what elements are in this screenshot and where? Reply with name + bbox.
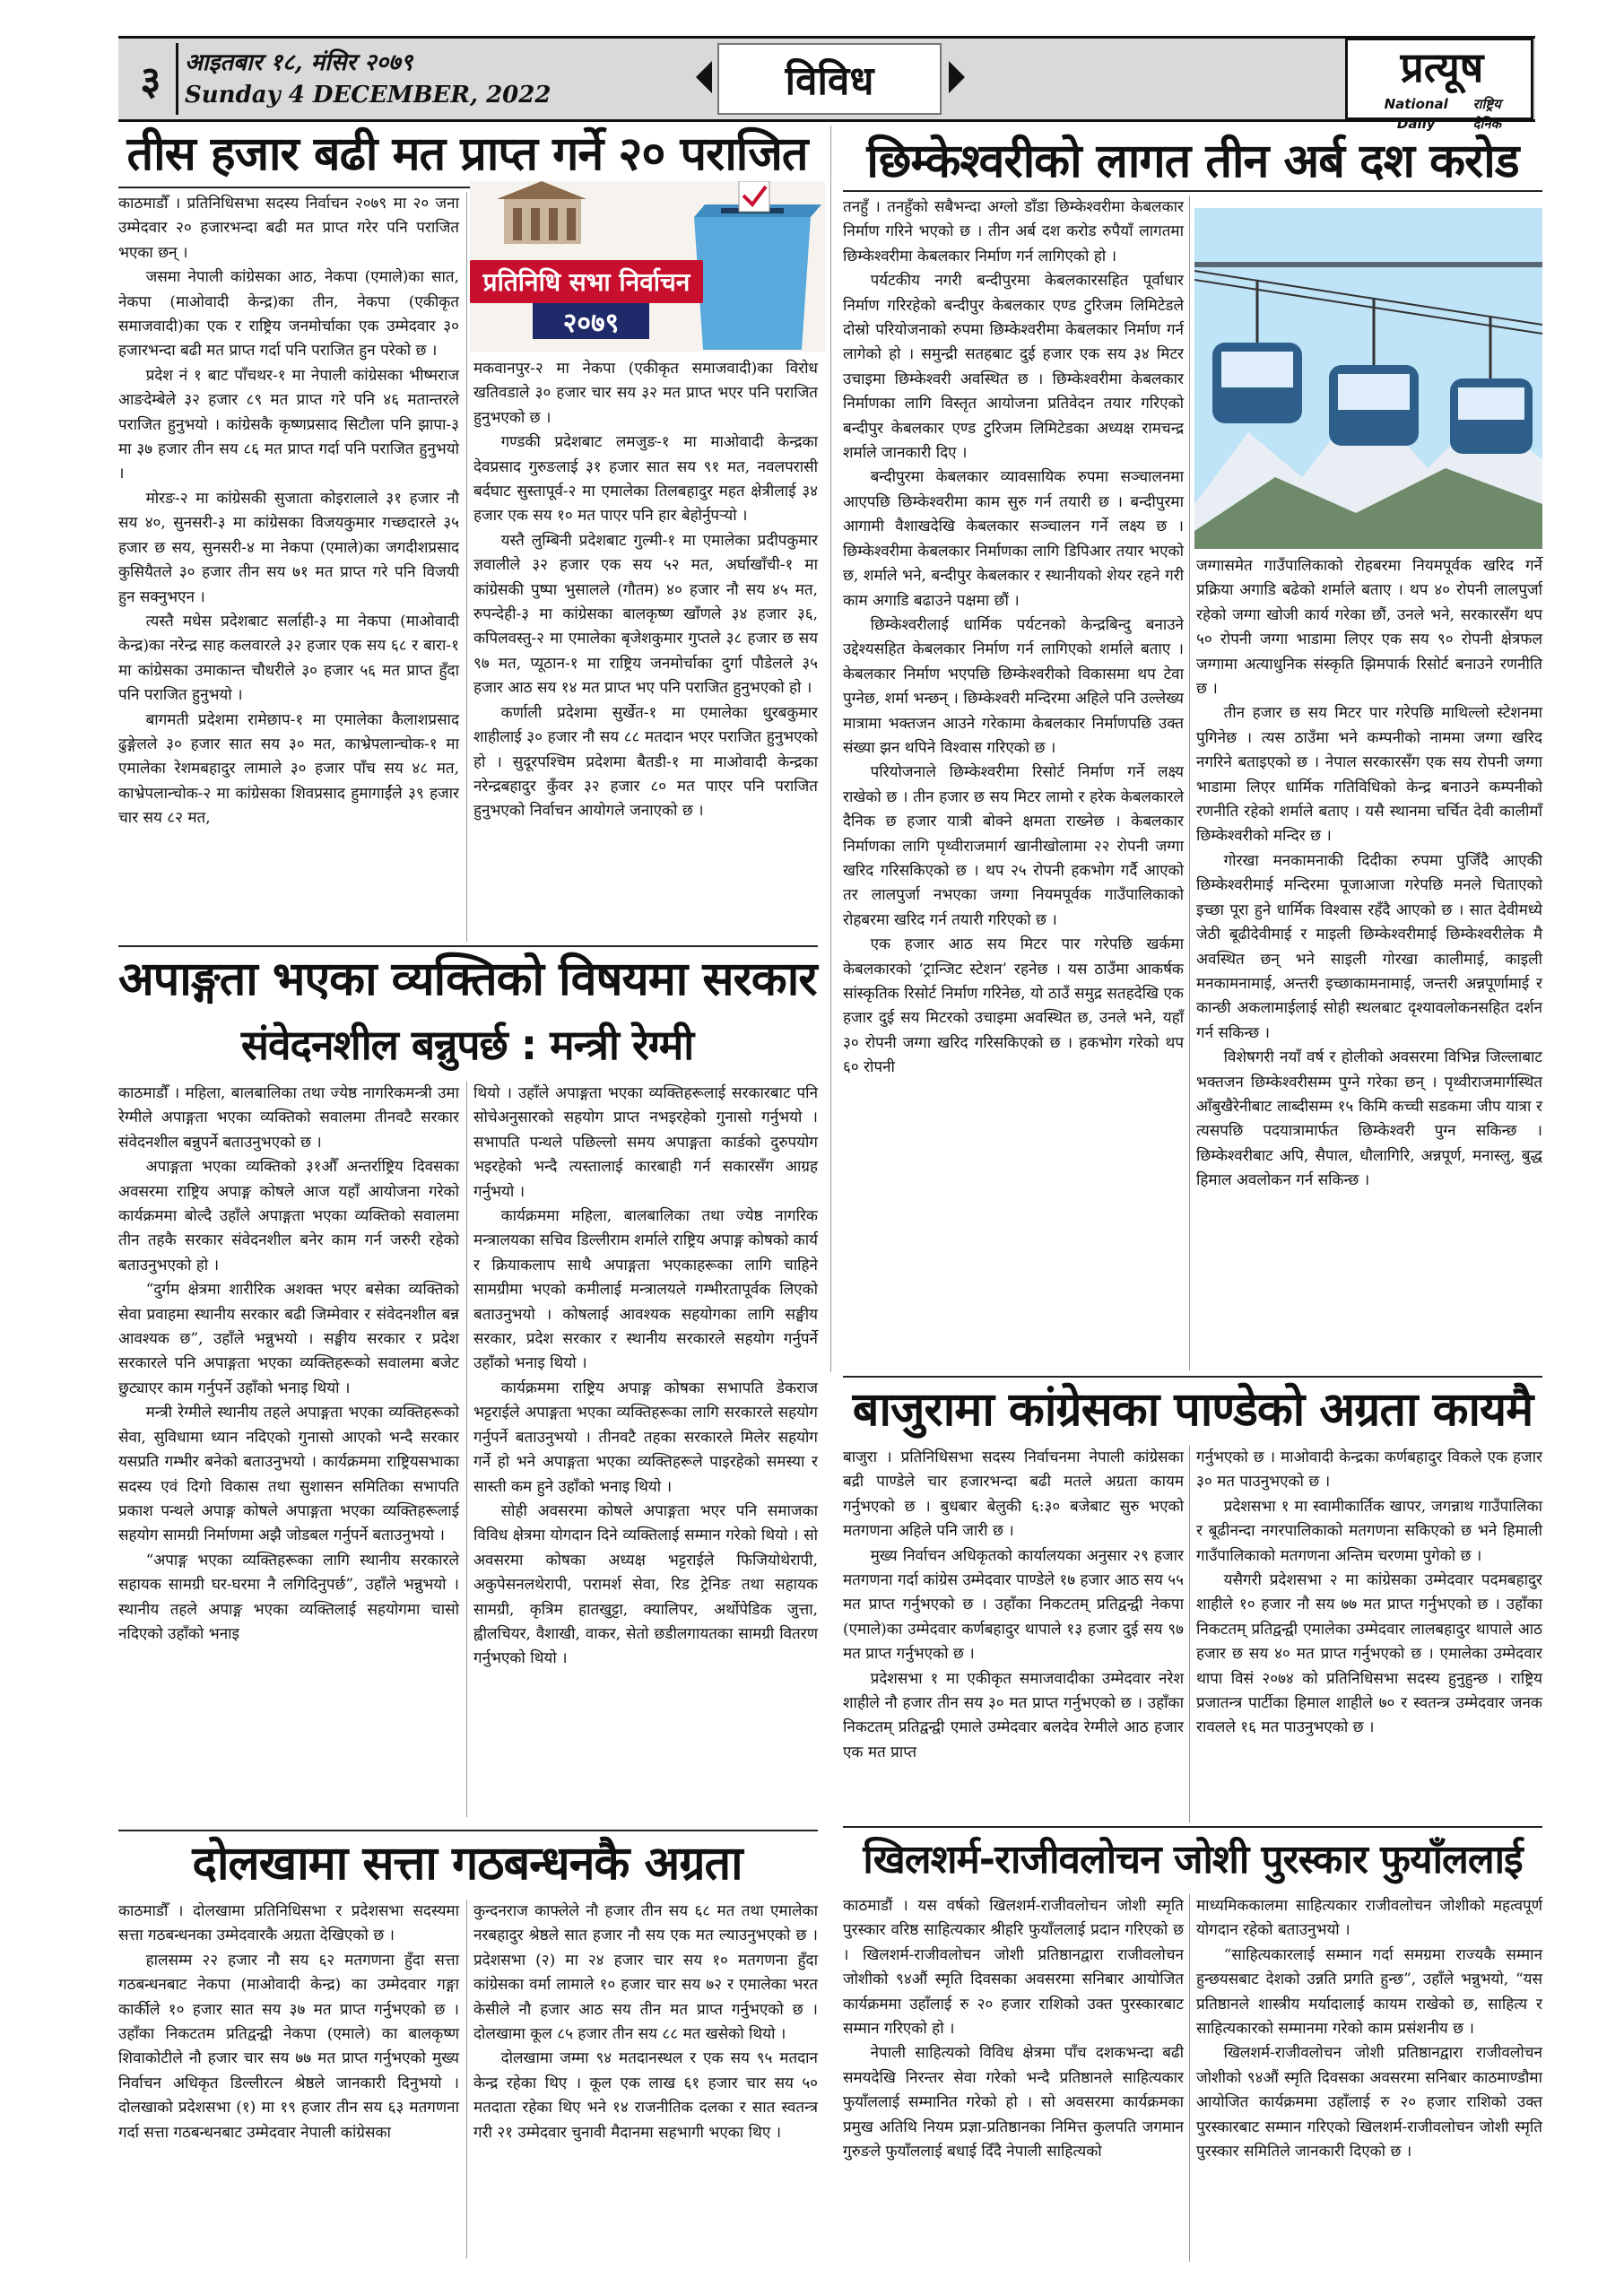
date-english: Sunday 4 DECEMBER, 2022 bbox=[185, 82, 551, 109]
article5-column-2 bbox=[473, 1900, 818, 2145]
dateline bbox=[185, 47, 561, 111]
article6-column-1 bbox=[843, 1894, 1184, 2164]
article2-top-rule bbox=[843, 190, 1542, 192]
paragraph: “अपाङ्ग भएका व्यक्तिहरूका लागि स्थानीय सरकारले सहायक सामग्री घर-घरमा नै लगिदिनुपर्छ”, उहाँले भन्नुभयो । स्थानीय तहले अपाङ्ग भएका व्यक्तिलाई सहयोगमा चासो नदिएको उहाँको भनाइ bbox=[118, 1551, 459, 1643]
cable-car-photo bbox=[1194, 208, 1542, 549]
paragraph: काठमाडौँ । प्रतिनिधिसभा सदस्य निर्वाचन २०७९ मा २० जना उम्मेदवार २० हजारभन्दा बढी मत प्राप्त गरेर पनि पराजित भएका छन् । bbox=[118, 195, 459, 262]
paragraph: “साहित्यकारलाई सम्मान गर्दा समग्रमा राज्यकै सम्मान हुन्छयसबाट देशको उन्नति प्रगति हुन्छ”, उहाँले भन्नुभयो, “यस प्रतिष्ठानले शास्त्रीय मर्यादालाई कायम राखेको छ, साहित्य र साहित्यकारको सम्मानमा गरेको काम प्रसंशनीय छ । bbox=[1196, 1945, 1542, 2039]
paragraph: खिलशर्म-राजीवलोचन जोशी प्रतिष्ठानद्वारा राजीवलोचन जोशीको ९४औं स्मृति दिवसका अवसरमा सनिबार काठमाण्डौमा आयोजित कार्यक्रममा उहाँलाई रु २० हजार राशिको उक्त पुरस्कारबाट सम्मान गरिएको खिलशर्म-राजीवलोचन जोशी स्मृति पुरस्कार समितिले जानकारी दिएको छ । bbox=[1196, 2044, 1542, 2161]
paragraph: दोलखामा जम्मा ९४ मतदानस्थल र एक सय ९५ मतदान केन्द्र रहेका थिए । कूल एक लाख ६१ हजार चार सय ५० मतदाता रहेका थिए भने १४ राजनीतिक दलका र सात स्वतन्त्र गरी २१ उम्मेदवार चुनावी मैदानमा सहभागी भएका थिए । bbox=[473, 2049, 818, 2142]
paragraph: कार्यक्रममा महिला, बालबालिका तथा ज्येष्ठ नागरिक मन्त्रालयका सचिव डिल्लीराम शर्माले राष्ट्रिय अपाङ्ग कोषको कार्य र क्रियाकलाप साथै अपाङ्गता भएकाहरूका लागि चाहिने सामग्रीमा भएको कमीलाई मन्त्रालयले गम्भीरतापूर्वक लिएको बताउनुभयो । कोषलाई आवश्यक सहयोगका लागि सङ्घीय सरकार, प्रदेश सरकार र स्थानीय सरकारले सहयोग गर्नुपर्ने उहाँको भनाइ थियो । bbox=[473, 1207, 818, 1373]
article2-column-2 bbox=[1196, 554, 1542, 1194]
article1-column-2 bbox=[473, 357, 818, 824]
page-number: ३ bbox=[140, 58, 161, 104]
date-nepali: आइतबार १८, मंसिर २०७९ bbox=[185, 49, 413, 76]
paragraph: यसैगरी प्रदेशसभा २ मा कांग्रेसका उम्मेदवार पदमबहादुर शाहीले १० हजार नौ सय ७७ मत प्राप्त गर्नुभएको छ । उहाँका निकटतम् प्रतिद्वन्द्वी एमालेका उम्मेदवार लालबहादुर थापाले आठ हजार छ सय ४० मत प्राप्त गर्नुभएको छ । एमालेका उम्मेदवार थापा विसं २०७४ को प्रतिनिधिसभा सदस्य हुनुहुन्छ । राष्ट्रिय प्रजातन्त्र पार्टीका हिमाल शाहीले ७० र स्वतन्त्र उम्मेदवार जनक रावलले १६ मत पाउनुभएको छ । bbox=[1196, 1571, 1542, 1737]
article6-column-2 bbox=[1196, 1894, 1542, 2164]
paragraph: बन्दीपुरमा केबलकार व्यावसायिक रुपमा सञ्चालनमा आएपछि छिम्केश्वरीमा काम सुरु गर्न तयारी छ । बन्दीपुरमा आगामी वैशाखदेखि केबलकार सञ्चालन गर्ने लक्ष्य छ । छिम्केश्वरीमा केबलकार निर्माणका लागि डिपिआर तयार भएको छ, शर्माले भने, बन्दीपुर केबलकार र स्थानीयको शेयर रहने गरी काम अगाडि बढाउने पक्षमा छौं । bbox=[843, 468, 1184, 610]
article1-headline: तीस हजार बढी मत प्राप्त गर्ने २० पराजित bbox=[126, 127, 808, 181]
paragraph: कुन्दनराज काफ्लेले नौ हजार तीन सय ६८ मत तथा एमालेका नरबहादुर श्रेष्ठले सात हजार नौ सय एक मत ल्याउनुभएको छ । प्रदेशसभा (२) मा २४ हजार चार सय १० मतगणना हुँदा कांग्रेसका वर्मा लामाले १० हजार चार सय ७२ र एमालेका भरत केसीले नौ हजार आठ सय तीन मत प्राप्त गर्नुभएको छ । दोलखामा कूल ८५ हजार तीन सय ८८ मत खसेको थियो । bbox=[473, 1902, 818, 2044]
logo-tagline bbox=[1355, 94, 1529, 134]
column-divider bbox=[1189, 196, 1190, 1370]
paragraph: “दुर्गम क्षेत्रमा शारीरिक अशक्त भएर बसेका व्यक्तिको सेवा प्रवाहमा स्थानीय सरकार बढी जिम्मेवार र संवेदनशील बन्न आवश्यक छ”, उहाँले भन्नुभयो । सङ्घीय सरकार र प्रदेश सरकारले पनि अपाङ्गता भएका व्यक्तिहरूको सवालमा बजेट छुट्याएर काम गर्नुपर्ने उहाँको भनाइ थियो । bbox=[118, 1281, 459, 1397]
paragraph: मकवानपुर-२ मा नेकपा (एकीकृत समाजवादी)का विरोध खतिवडाले ३० हजार चार सय ३२ मत प्राप्त भएर पनि पराजित हुनुभएको छ । bbox=[473, 360, 818, 427]
paragraph: प्रदेशसभा १ मा स्वामीकार्तिक खापर, जगन्नाथ गाउँपालिका र बूढीनन्दा नगरपालिकाको मतगणना सकिएको छ भने हिमाली गाउँपालिकाको मतगणना अन्तिम चरणमा पुगेको छ । bbox=[1196, 1497, 1542, 1565]
article3-column-1 bbox=[118, 1082, 459, 1647]
election-year: २०७९ bbox=[533, 303, 649, 339]
paragraph: तनहुँ । तनहुँको सबैभन्दा अग्लो डाँडा छिम्केश्वरीमा केबलकार निर्माण गरिने भएको छ । तीन अर्ब दश करोड रुपैयाँ लागतमा छिम्केश्वरीमा केबलकार निर्माण गर्न लागिएको हो । bbox=[843, 198, 1184, 265]
column-divider bbox=[466, 192, 467, 942]
paragraph: मुख्य निर्वाचन अधिकृतको कार्यालयका अनुसार २९ हजार मतगणना गर्दा कांग्रेस उम्मेदवार पाण्डेले १७ हजार आठ सय ५५ मत प्राप्त गर्नुभएको छ । उहाँका निकटतम् प्रतिद्वन्द्वी नेकपा (एमाले)का उम्मेदवार कर्णबहादुर थापाले १३ हजार दुई सय ९७ मत प्राप्त गर्नुभएको छ । bbox=[843, 1546, 1184, 1664]
article3-column-2 bbox=[473, 1082, 818, 1672]
article5-top-rule bbox=[118, 1830, 818, 1831]
paragraph: त्यस्तै मधेस प्रदेशबाट सर्लाही-३ मा नेकपा (माओवादी केन्द्र)का नरेन्द्र साह कलवारले ३२ हजार एक सय ६८ र बारा-१ मा कांग्रेसका उमाकान्त चौधरीले ३० हजार ५६ मत प्राप्त हुँदा पनि पराजित हुनुभयो । bbox=[118, 612, 459, 705]
paragraph: गण्डकी प्रदेशबाट लमजुङ-१ मा माओवादी केन्द्रका देवप्रसाद गुरुङलाई ३१ हजार सात सय ९१ मत, नवलपरासी बर्दघाट सुस्तापूर्व-२ मा एमालेका तिलबहादुर महत क्षेत्रीलाई ३४ हजार एक सय १० मत पाएर पनि हार बेहोर्नुपऱ्यो । bbox=[473, 433, 818, 526]
paragraph: छिम्केश्वरीलाई धार्मिक पर्यटनको केन्द्रबिन्दु बनाउने उद्देश्यसहित केबलकार निर्माण गर्न लागिएको शर्माले बताए । केबलकार निर्माण भएपछि छिम्केश्वरीको विकासमा थप टेवा पुग्नेछ, शर्मा भन्छन् । छिम्केश्वरी मन्दिरमा अहिले पनि उल्लेख्य मात्रामा भक्तजन आउने गरेकामा केबलकार निर्माणपछि उक्त संख्या झन थपिने विश्वास गरिएको छ । bbox=[843, 615, 1184, 757]
arrow-left-icon bbox=[696, 61, 712, 93]
logo-tagline-np: राष्ट्रिय दैनिक bbox=[1472, 96, 1502, 132]
article4-column-2 bbox=[1196, 1446, 1542, 1741]
article5-column-1 bbox=[118, 1900, 459, 2145]
newspaper-logo bbox=[1345, 38, 1533, 132]
section-title: विविध bbox=[717, 43, 942, 115]
column-divider bbox=[1189, 1446, 1190, 1822]
article4-column-1 bbox=[843, 1446, 1184, 1765]
article3-subheadline: संवेदनशील बन्नुपर्छ : मन्त्री रेग्मी bbox=[240, 1021, 694, 1069]
paragraph: परियोजनाले छिम्केश्वरीमा रिसोर्ट निर्माण गर्ने लक्ष्य राखेको छ । तीन हजार छ सय मिटर लामो र हरेक केबलकारले दैनिक छ हजार यात्री बोक्ने क्षमता राख्नेछ । केबलकार निर्माणका लागि पृथ्वीराजमार्ग खानीखोलामा २२ रोपनी जग्गा खरिद गरिसकिएको छ । थप २५ रोपनी हकभोग गर्दै आएको तर लालपुर्जा नभएका जग्गा नियमपूर्वक गाउँपालिकाको रोहबरमा खरिद गर्न तयारी गरिएको छ । bbox=[843, 763, 1184, 929]
paragraph: गर्नुभएको छ । माओवादी केन्द्रका कर्णबहादुर विकले एक हजार ३० मत पाउनुभएको छ । bbox=[1196, 1448, 1542, 1492]
article4-headline: बाजुरामा कांग्रेसका पाण्डेको अग्रता कायमै bbox=[852, 1383, 1533, 1437]
paragraph: मोरङ-२ मा कांग्रेसकी सुजाता कोइरालाले ३१ हजार नौ सय ४०, सुनसरी-३ मा कांग्रेसका विजयकुमार गच्छदारले ३५ हजार छ सय, सुनसरी-४ मा नेकपा (एमाले)का जगदीशप्रसाद कुसियैतले ३० हजार तीन सय ७१ मत प्राप्त गरे पनि विजयी हुन सक्नुभएन । bbox=[118, 489, 459, 606]
article3-top-rule bbox=[118, 945, 818, 947]
paragraph: बाजुरा । प्रतिनिधिसभा सदस्य निर्वाचनमा नेपाली कांग्रेसका बद्री पाण्डेले चार हजारभन्दा बढी मतले अग्रता कायम गर्नुभएको छ । बुधबार बेलुकी ६:३० बजेबाट सुरु भएको मतगणना अहिले पनि जारी छ । bbox=[843, 1448, 1184, 1541]
article1-column-1 bbox=[118, 192, 459, 831]
paragraph: जग्गासमेत गाउँपालिकाको रोहबरमा नियमपूर्वक खरिद गर्ने प्रक्रिया अगाडि बढेको शर्माले बताए । थप ४० रोपनी लालपुर्जा रहेको जग्गा खोजी कार्य गरेका छौं, उनले भने, सरकारसँग थप ५० रोपनी जग्गा भाडामा लिएर एक सय ९० रोपनी क्षेत्रफल जग्गामा अत्याधुनिक संस्कृति झिमपार्क रिसोर्ट बनाउने रणनीति छ । bbox=[1196, 557, 1542, 699]
paragraph: एक हजार आठ सय मिटर पार गरेपछि खर्कमा केबलकारको ‘ट्रान्जिट स्टेशन’ रहनेछ । यस ठाउँमा आकर्षक सांस्कृतिक रिसोर्ट निर्माण गरिनेछ, यो ठाउँ समुद्र सतहदेखि एक हजार दुई सय मिटरको उचाइमा अवस्थित छ, उनले भने, यहाँ ३० रोपनी जग्गा खरिद गरिसकिएको छ । हकभोग गरेको थप ६० रोपनी bbox=[843, 935, 1184, 1077]
article3-headline: अपाङ्गता भएका व्यक्तिको विषयमा सरकार bbox=[118, 952, 817, 1006]
article5-headline: दोलखामा सत्ता गठबन्धनकै अग्रता bbox=[192, 1837, 743, 1891]
paragraph: प्रदेश नं १ बाट पाँचथर-१ मा नेपाली कांग्रेसका भीष्मराज आङदेम्बेले ३२ हजार ८९ मत प्राप्त गरे पनि ४६ मतान्तरले पराजित हुनुभयो । कांग्रेसकै कृष्णप्रसाद सिटौला पनि झापा-३ मा ३७ हजार तीन सय ८६ मत प्राप्त गर्दा पनि पराजित हुनुभयो । bbox=[118, 366, 459, 483]
paragraph: गोरखा मनकामनाकी दिदीका रुपमा पुजिँदै आएकी छिम्केश्वरीमाई मन्दिरमा पूजाआजा गरेपछि मनले चिताएको इच्छा पूरा हुने धार्मिक विश्वास रहँदै आएको छ । सात देवीमध्ये जेठी बूढीदेवीमाई र माइली छिम्केश्वरीमाई छिम्केश्वरीलेक मै अवस्थित छन् भने साइली गोरखा कालीमाई, काइली मनकामनामाई, अन्तरी इच्छाकामनामाई, जन्तरी अन्नपूर्णामाई र कान्छी अकलामाईलाई सोही स्थलबाट दृश्यावलोकनसहित दर्शन गर्न सकिन्छ । bbox=[1196, 851, 1542, 1042]
logo-title: प्रत्यूष bbox=[1400, 43, 1484, 91]
paragraph: नेपाली साहित्यको विविध क्षेत्रमा पाँच दशकभन्दा बढी समयदेखि निरन्तर सेवा गरेको भन्दै प्रतिष्ठानले साहित्यकार फुयाँललाई सम्मानित गरेको हो । सो अवसरमा कार्यक्रमका प्रमुख अतिथि नियम प्रज्ञा-प्रतिष्ठानका निमित्त कुलपति जगमान गुरुङले फुयाँललाई बधाई दिँदै नेपाली साहित्यको bbox=[843, 2044, 1184, 2161]
paragraph: पर्यटकीय नगरी बन्दीपुरमा केबलकारसहित पूर्वाधार निर्माण गरिरहेको बन्दीपुर केबलकार एण्ड टुरिजम लिमिटेडले दोस्रो परियोजनाको रुपमा छिम्केश्वरीमा केबलकार निर्माण गर्न लागेको हो । समुन्द्री सतहबाट दुई हजार एक सय ३४ मिटर उचाइमा छिम्केश्वरी अवस्थित छ । छिम्केश्वरीमा केबलकार निर्माणका लागि विस्तृत आयोजना प्रतिवेदन तयार गरिएको बन्दीपुर केबलकार एण्ड टुरिजम लिमिटेडका अध्यक्ष रामचन्द्र शर्माले जानकारी दिए । bbox=[843, 272, 1184, 463]
column-divider bbox=[1189, 1894, 1190, 2262]
election-graphic bbox=[470, 181, 825, 352]
article2-column-1 bbox=[843, 196, 1184, 1081]
article6-top-rule bbox=[843, 1826, 1542, 1828]
paragraph: काठमाडौँ । महिला, बालबालिका तथा ज्येष्ठ नागरिकमन्त्री उमा रेग्मीले अपाङ्गता भएका व्यक्तिको सवालमा तीनवटै सरकार संवेदनशील बन्नुपर्ने बताउनुभएको छ । bbox=[118, 1084, 459, 1152]
paragraph: काठमाडौँ । दोलखामा प्रतिनिधिसभा र प्रदेशसभा सदस्यमा सत्ता गठबन्धनका उम्मेदवारकै अग्रता देखिएको छ । bbox=[118, 1902, 459, 1945]
article4-top-rule bbox=[843, 1376, 1542, 1378]
column-divider bbox=[466, 1082, 467, 1817]
paragraph: तीन हजार छ सय मिटर पार गरेपछि माथिल्लो स्टेशनमा पुगिनेछ । त्यस ठाउँमा भने कम्पनीको नाममा जग्गा खरिद नगरिने बताइएको छ । नेपाल सरकारसँग एक सय रोपनी जग्गा भाडामा लिएर धार्मिक गतिविधिको केन्द्र बनाउने कम्पनीको रणनीति रहेको शर्माले बताए । यसै स्थानमा चर्चित देवी कालीमाँ छिम्केश्वरीको मन्दिर छ । bbox=[1196, 704, 1542, 846]
page-number-divider bbox=[176, 43, 178, 115]
paragraph: मन्त्री रेग्मीले स्थानीय तहले अपाङ्गता भएका व्यक्तिहरूको सेवा, सुविधामा ध्यान नदिएको गुनासो आएको भन्दै सरकार यसप्रति गम्भीर बनेको बताउनुभयो । कार्यक्रममा राष्ट्रियसभाका सदस्य एवं दिगो विकास तथा सुशासन समितिका सभापति प्रकाश पन्थले अपाङ्ग कोषले अपाङ्गता भएका व्यक्तिहरूलाई सहयोग सामग्री निर्माणमा अझै जोडबल गर्नुपर्ने बताउनुभयो । bbox=[118, 1404, 459, 1545]
paragraph: थियो । उहाँले अपाङ्गता भएका व्यक्तिहरूलाई सरकारबाट पनि सोचेअनुसारको सहयोग प्राप्त नभइरहेको गुनासो गर्नुभयो । सभापति पन्थले पछिल्लो समय अपाङ्गता कार्डको दुरुपयोग भइरहेको भन्दै त्यस्तालाई कारबाही गर्न सकारसँग आग्रह गर्नुभयो । bbox=[473, 1084, 818, 1201]
logo-tagline-en: National Daily bbox=[1384, 96, 1448, 132]
paragraph: प्रदेशसभा १ मा एकीकृत समाजवादीका उम्मेदवार नरेश शाहीले नौ हजार तीन सय ३० मत प्राप्त गर्नुभएको छ । उहाँका निकटतम् प्रतिद्वन्द्वी एमाले उम्मेदवार बलदेव रेग्मीले आठ हजार एक मत प्राप्त bbox=[843, 1669, 1184, 1761]
arrow-right-icon bbox=[949, 61, 965, 93]
paragraph: जसमा नेपाली कांग्रेसका आठ, नेकपा (एमाले)का सात, नेकपा (माओवादी केन्द्र)का तीन, नेकपा (एकीकृत समाजवादी)का एक र राष्ट्रिय जनमोर्चाका एक उम्मेदवार ३० हजारभन्दा बढी मत प्राप्त गर्दा पनि पराजित हुन परेको छ । bbox=[118, 268, 459, 361]
paragraph: सोही अवसरमा कोषले अपाङ्गता भएर पनि समाजका विविध क्षेत्रमा योगदान दिने व्यक्तिलाई सम्मान गरेको थियो । सो अवसरमा कोषका अध्यक्ष भट्टराईले फिजियोथेरापी, अकुपेसनलथेरापी, परामर्श सेवा, रिड ट्रेनिङ तथा सहायक सामग्री, कृत्रिम हातखुट्टा, क्यालिपर, अर्थोपेडिक जुत्ता, ह्वीलचियर, वैशाखी, वाकर, सेतो छडीलगायतका सामग्री वितरण गर्नुभएको थियो । bbox=[473, 1501, 818, 1668]
article2-headline: छिम्केश्वरीको लागत तीन अर्ब दश करोड bbox=[866, 135, 1519, 188]
paragraph: हालसम्म २२ हजार नौ सय ६२ मतगणना हुँदा सत्ता गठबन्धनबाट नेकपा (माओवादी केन्द्र) का उम्मेदवार गङ्गा कार्कीले १० हजार सात सय ३७ मत प्राप्त गर्नुभएको छ । उहाँका निकटतम प्रतिद्वन्द्वी नेकपा (एमाले) का बालकृष्ण शिवाकोटीले नौ हजार चार सय ७७ मत प्राप्त गर्नुभएको मुख्य निर्वाचन अधिकृत डिल्लीरत्न श्रेष्ठले जानकारी दिनुभयो । दोलखाको प्रदेशसभा (१) मा १९ हजार तीन सय ६३ मतगणना गर्दा सत्ता गठबन्धनबाट उम्मेदवार नेपाली कांग्रेसका bbox=[118, 1951, 459, 2142]
paragraph: अपाङ्गता भएका व्यक्तिको ३१औँ अन्तर्राष्ट्रिय दिवसका अवसरमा राष्ट्रिय अपाङ्ग कोषले आज यहाँ आयोजना गरेको कार्यक्रममा बोल्दै उहाँले अपाङ्गता भएका व्यक्तिको सवालमा तीन तहकै सरकार संवेदनशील बनेर काम गर्न जरुरी रहेको बताउनुभएको हो । bbox=[118, 1158, 459, 1274]
column-divider bbox=[466, 1900, 467, 2258]
page-center-divider bbox=[830, 126, 831, 1372]
paragraph: बागमती प्रदेशमा रामेछाप-१ मा एमालेका कैलाशप्रसाद ढुङ्गेलले ३० हजार सात सय ३० मत, काभ्रेपलान्चोक-१ मा एमालेका रेशमबहादुर लामाले ३० हजार पाँच सय ४८ मत, काभ्रेपलान्चोक-२ मा कांग्रेसका शिवप्रसाद हुमागाईंले ३९ हजार चार सय ८२ मत, bbox=[118, 710, 459, 828]
election-banner: प्रतिनिधि सभा निर्वाचन bbox=[470, 260, 703, 303]
paragraph: कर्णाली प्रदेशमा सुर्खेत-१ मा एमालेका धु्रबकुमार शाहीलाई ३० हजार नौ सय ८८ मतदान भएर पराजित हुनुभएको हो । सुदूरपश्चिम प्रदेशमा बैतडी-१ मा माओवादी केन्द्रका नरेन्द्रबहादुर कुँवर ३२ हजार ८० मत पाएर पनि पराजित हुनुभएको निर्वाचन आयोगले जनाएको छ । bbox=[473, 703, 818, 821]
paragraph: यस्तै लुम्बिनी प्रदेशबाट गुल्मी-१ मा एमालेका प्रदीपकुमार ज्ञवालीले ३२ हजार एक सय ५२ मत, अर्घाखाँची-१ मा कांग्रेसकी पुष्पा भुसालले (गौतम) ४० हजार नौ सय ४५ मत, रुपन्देही-३ मा कांग्रेसका बालकृष्ण खाँणले ३४ हजार ३६, कपिलवस्तु-२ मा एमालेका बृजेशकुमार गुप्तले ३८ हजार छ सय ९७ मत, प्यूठान-१ मा राष्ट्रिय जनमोर्चाका दुर्गा पौडेलले ३५ हजार आठ सय १४ मत प्राप्त भए पनि पराजित हुनुभएको हो । bbox=[473, 531, 818, 698]
paragraph: विशेषगरी नयाँ वर्ष र होलीको अवसरमा विभिन्न जिल्लाबाट भक्तजन छिम्केश्वरीसम्म पुग्ने गरेका छन् । पृथ्वीराजमार्गस्थित आँबुखैरेनीबाट लाब्दीसम्म १५ किमि कच्ची सडकमा जीप यात्रा र त्यसपछि पदयात्रामार्फत छिम्केश्वरी पुग्न सकिन्छ । छिम्केश्वरीबाट अपि, सैपाल, धौलागिरि, अन्नपूर्ण, मनास्लु, बुद्ध हिमाल अवलोकन गर्न सकिन्छ । bbox=[1196, 1048, 1542, 1190]
paragraph: कार्यक्रममा राष्ट्रिय अपाङ्ग कोषका सभापति डेकराज भट्टराईले अपाङ्गता भएका व्यक्तिहरूका लागि सरकारले सहयोग गर्नुपर्ने बताउनुभयो । तीनवटै तहका सरकारले मिलेर सहयोग गर्ने हो भने अपाङ्गता भएका व्यक्तिहरूले पाइरहेको समस्या र सास्ती कम हुने उहाँको भनाइ थियो । bbox=[473, 1378, 818, 1496]
cable-car-icon bbox=[1194, 208, 1542, 549]
paragraph: माध्यमिककालमा साहित्यकार राजीवलोचन जोशीको महत्वपूर्ण योगदान रहेको बताउनुभयो । bbox=[1196, 1897, 1542, 1940]
article6-headline: खिलशर्म-राजीवलोचन जोशी पुरस्कार फुयाँललाई bbox=[863, 1837, 1523, 1883]
paragraph: काठमाडौं । यस वर्षको खिलशर्म-राजीवलोचन जोशी स्मृति पुरस्कार वरिष्ठ साहित्यकार श्रीहरि फुयाँललाई प्रदान गरिएको छ । खिलशर्म-राजीवलोचन जोशी प्रतिष्ठानद्वारा राजीवलोचन जोशीको ९४औं स्मृति दिवसका अवसरमा सनिबार आयोजित कार्यक्रममा उहाँलाई रु २० हजार राशिको उक्त पुरस्कारबाट सम्मान गरिएको हो । bbox=[843, 1897, 1184, 2039]
